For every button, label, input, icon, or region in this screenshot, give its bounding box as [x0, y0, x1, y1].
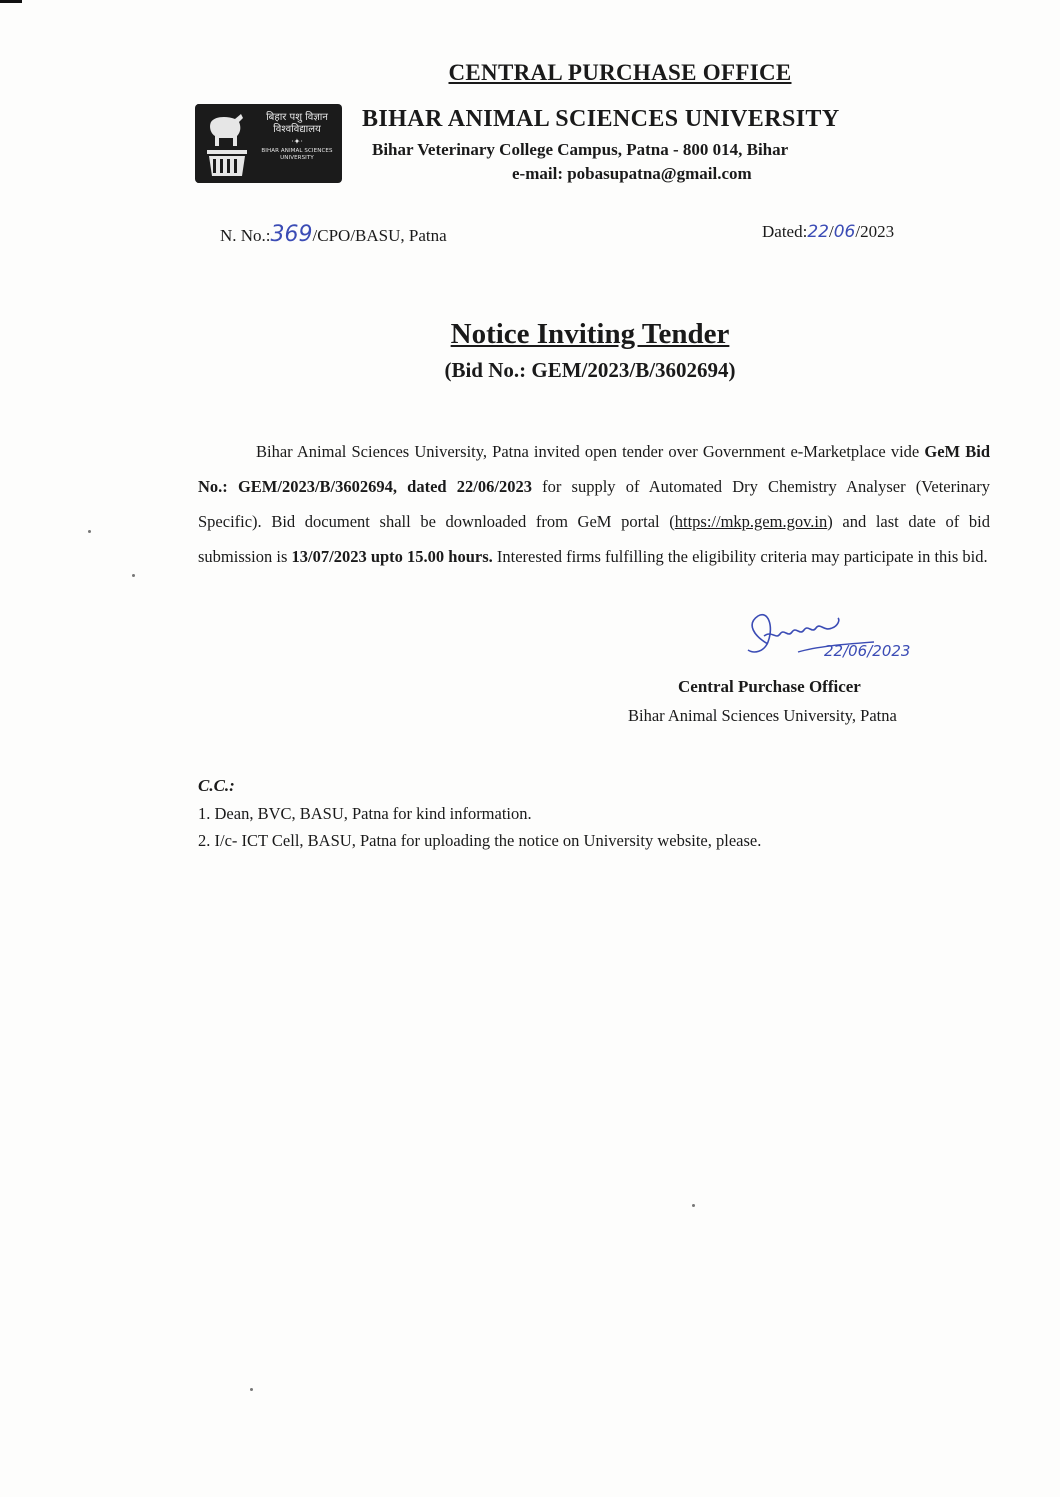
- university-logo: [195, 104, 342, 183]
- signatory-university: Bihar Animal Sciences University, Patna: [628, 706, 897, 725]
- contact-email: e-mail: pobasupatna@gmail.com: [512, 164, 752, 183]
- scan-speck: [692, 1204, 695, 1207]
- bid-number: (Bid No.: GEM/2023/B/3602694): [444, 358, 736, 382]
- gem-portal-link[interactable]: https://mkp.gem.gov.in: [674, 512, 828, 531]
- handwritten-ref-number: 369: [270, 222, 313, 247]
- campus-address: Bihar Veterinary College Campus, Patna - 800 014, Bihar: [372, 140, 789, 159]
- logo-ornament: ·✦·: [291, 137, 303, 146]
- body-text-1: Bihar Animal Sciences University, Patna invited open tender over Government e-Marketplace vide: [256, 442, 925, 461]
- date-prefix: Dated:: [762, 222, 808, 241]
- scan-speck: [250, 1388, 253, 1391]
- scan-speck: [132, 574, 135, 577]
- body-text-4: Interested firms fulfilling the eligibility criteria may participate in this bid.: [492, 547, 988, 566]
- office-title: CENTRAL PURCHASE OFFICE: [448, 60, 792, 85]
- logo-hindi-line1: बिहार पशु विज्ञान: [266, 112, 328, 123]
- notice-title: Notice Inviting Tender: [450, 318, 730, 350]
- reference-number: [220, 222, 447, 247]
- scan-edge-mark: [0, 0, 22, 3]
- logo-eng-line2: UNIVERSITY: [280, 155, 314, 161]
- logo-text: [255, 112, 339, 162]
- logo-hindi-line2: विश्वविद्यालय: [273, 124, 321, 135]
- cc-item: 2. I/c- ICT Cell, BASU, Patna for uploading the notice on University website, please.: [198, 831, 762, 850]
- cc-item: 1. Dean, BVC, BASU, Patna for kind information.: [198, 804, 532, 823]
- reference-prefix: N. No.:: [220, 226, 271, 245]
- scan-speck: [88, 530, 91, 533]
- reference-suffix: /CPO/BASU, Patna: [312, 226, 447, 245]
- handwritten-day: 22: [807, 222, 829, 242]
- handwritten-signature-date: 22/06/2023: [824, 642, 911, 660]
- body-bid-reference: GeM Bid No.: GEM/2023/B/3602694, dated 22/06/2023: [198, 442, 990, 496]
- cow-emblem-icon: [197, 104, 257, 183]
- university-name: BIHAR ANIMAL SCIENCES UNIVERSITY: [362, 106, 840, 132]
- signatory-designation: Central Purchase Officer: [678, 677, 861, 696]
- handwritten-signature: [728, 606, 960, 666]
- date-year: /2023: [855, 222, 895, 241]
- handwritten-month: 06: [833, 222, 856, 242]
- body-deadline: 13/07/2023 upto 15.00 hours.: [291, 547, 493, 566]
- body-text-2: for supply of Automated Dry Chemistry Analyser (Veterinary Specific). Bid document shall be downloaded from GeM portal (: [198, 477, 991, 531]
- body-text-3: ) and last date of bid submission is: [198, 512, 991, 566]
- logo-eng-line1: BIHAR ANIMAL SCIENCES: [261, 148, 333, 154]
- notice-body: [198, 434, 990, 574]
- notice-date: Dated:22/06/2023: [762, 222, 895, 242]
- cc-heading: C.C.:: [198, 776, 235, 795]
